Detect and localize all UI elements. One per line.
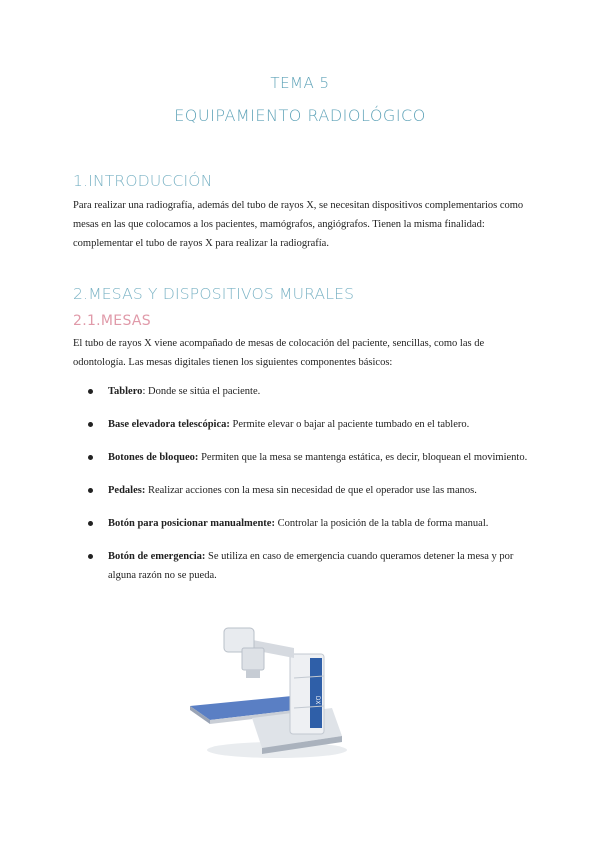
device-label: DX <box>314 696 320 705</box>
list-item <box>73 481 543 500</box>
item-term: Botón de emergencia: <box>108 551 206 562</box>
mesas-paragraph: El tubo de rayos X viene acompañado de mesas de colocación del paciente, sencillas, como las de odontología. Las mesas digitales tienen los siguientes componentes básicos: <box>73 338 485 368</box>
bullet-icon <box>88 455 93 460</box>
subsection-heading-mesas: 2.1.MESAS <box>73 313 151 329</box>
bullet-icon <box>88 422 93 427</box>
components-list <box>73 382 543 599</box>
item-sep: : <box>142 386 148 397</box>
item-term: Botón para posicionar manualmente: <box>108 518 275 529</box>
item-desc: Se utiliza en caso de emergencia cuando queramos detener la mesa y por alguna razón no se pueda. <box>108 551 514 581</box>
list-item <box>73 382 543 401</box>
item-desc: Realizar acciones con la mesa sin necesidad de que el operador use las manos. <box>147 485 477 496</box>
list-item <box>73 448 543 467</box>
section-heading-mesas: 2.MESAS Y DISPOSITIVOS MURALES <box>73 285 355 303</box>
topic-label: TEMA 5 <box>270 74 330 92</box>
item-desc: Donde se sitúa el paciente. <box>147 386 261 397</box>
item-term: Base elevadora telescópica: <box>108 419 230 430</box>
bullet-icon <box>88 488 93 493</box>
item-term: Botones de bloqueo: <box>108 452 199 463</box>
item-term: Pedales: <box>108 485 146 496</box>
item-desc: Permiten que la mesa se mantenga estática, es decir, bloquean el movimiento. <box>201 452 528 463</box>
bullet-icon <box>88 521 93 526</box>
intro-paragraph: Para realizar una radiografía, además del tubo de rayos X, se necesitan dispositivos complementarios como mesas en las que colocamos a los pacientes, mamógrafos, angiógrafos. Tienen la misma finalidad: complementar el tubo de rayos X para realizar la radiografía. <box>73 200 524 249</box>
item-desc: Permite elevar o bajar al paciente tumbado en el tablero. <box>232 419 470 430</box>
section-heading-intro: 1.INTRODUCCIÓN <box>73 172 213 190</box>
item-desc: Controlar la posición de la tabla de forma manual. <box>277 518 489 529</box>
document-title: EQUIPAMIENTO RADIOLÓGICO <box>174 106 426 125</box>
list-item <box>73 547 543 585</box>
bullet-icon <box>88 554 93 559</box>
item-term: Tablero <box>108 386 143 397</box>
radiology-table-image <box>182 618 352 768</box>
bullet-icon <box>88 389 93 394</box>
list-item <box>73 514 543 533</box>
list-item <box>73 415 543 434</box>
